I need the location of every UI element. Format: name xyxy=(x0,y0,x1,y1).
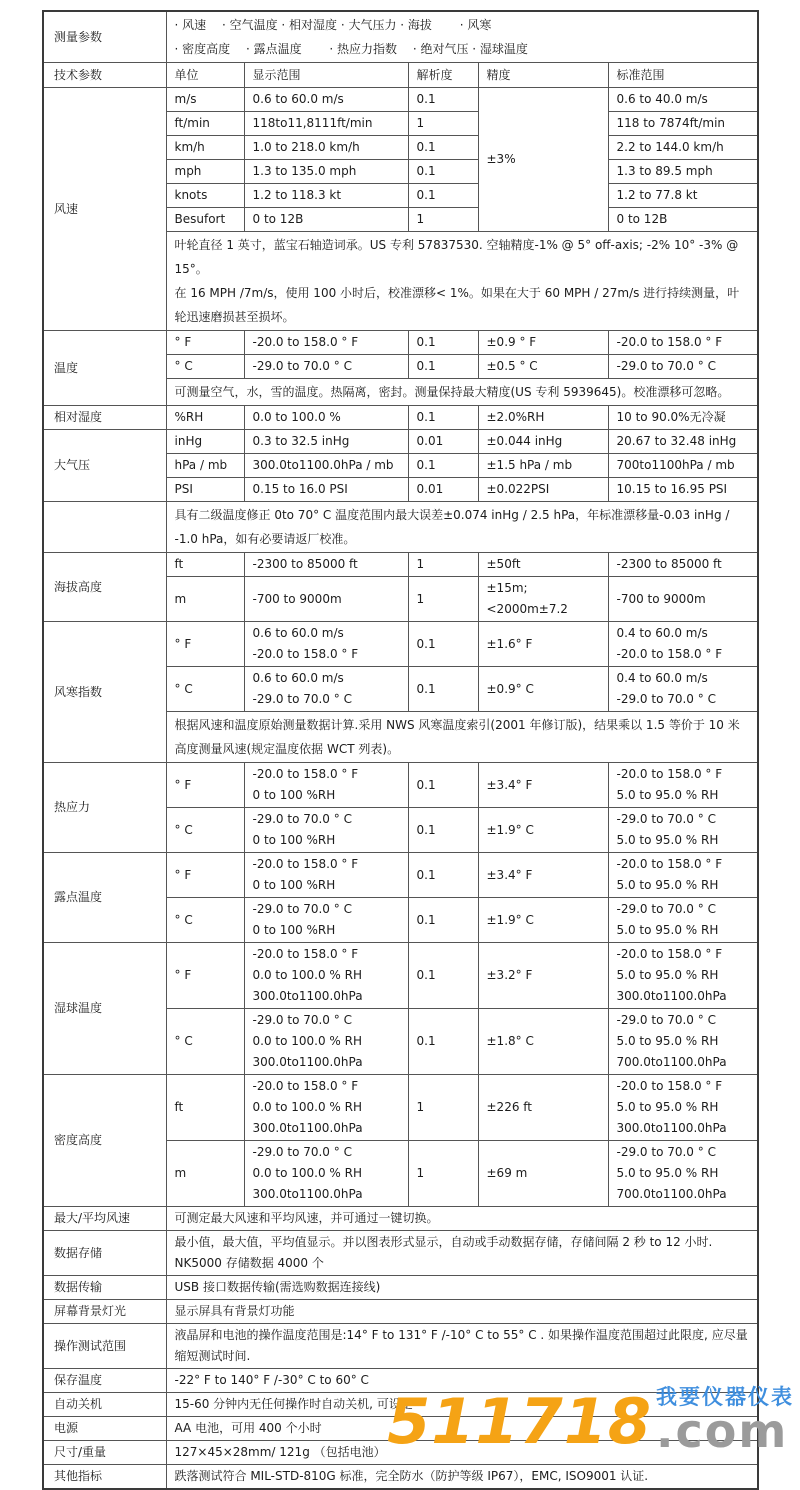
param-label-cell: 操作测试范围 xyxy=(43,1324,166,1369)
unit-cell: mph xyxy=(166,160,244,184)
cell-line: 300.0to1100.0hPa xyxy=(616,1121,727,1135)
cell-line: -29.0 to 70.0 ° C xyxy=(252,692,352,706)
cell-line: 0.15 to 16.0 PSI xyxy=(252,482,348,496)
display-range-cell xyxy=(244,898,408,943)
cell-line: 2.2 to 144.0 km/h xyxy=(616,140,724,154)
standard-range-cell xyxy=(608,331,758,355)
spec-row xyxy=(43,853,758,898)
cell-line: 5.0 to 95.0 % RH xyxy=(616,923,719,937)
display-range-cell xyxy=(244,478,408,502)
cell-line: ±3.2° F xyxy=(486,968,533,982)
tech-params-header-label: 技术参数 xyxy=(43,63,166,88)
spec-row xyxy=(43,430,758,454)
cell-line: ±3% xyxy=(486,152,516,166)
cell-line: 1.0 to 218.0 km/h xyxy=(252,140,360,154)
cell-line: 1.3 to 135.0 mph xyxy=(252,164,357,178)
param-label-cell: 风速 xyxy=(43,88,166,331)
cell-line: 0.0 to 100.0 % RH xyxy=(252,1166,363,1180)
unit-cell: m xyxy=(166,1141,244,1207)
spec-row xyxy=(43,763,758,808)
param-label-cell: 风寒指数 xyxy=(43,622,166,763)
display-range-cell xyxy=(244,112,408,136)
accuracy-cell xyxy=(478,406,608,430)
spec-simple-row xyxy=(43,1231,758,1276)
standard-range-cell xyxy=(608,1009,758,1075)
cell-line: -29.0 to 70.0 ° C xyxy=(252,1145,352,1159)
standard-range-cell xyxy=(608,577,758,622)
accuracy-cell xyxy=(478,553,608,577)
unit-cell: m xyxy=(166,577,244,622)
cell-line: 在 16 MPH /7m/s，使用 100 小时后，校准漂移< 1%。如果在大于 60 MPH / 27m/s 进行持续测量，叶轮迅速磨损甚至损坏。 xyxy=(174,286,740,324)
resolution-cell: 0.1 xyxy=(408,808,478,853)
spec-row xyxy=(43,406,758,430)
standard-range-cell xyxy=(608,160,758,184)
cell-line: 0 to 12B xyxy=(252,212,304,226)
measure-params-line1: · 风速 · 空气温度 · 相对湿度 · 大气压力 · 海拔 · 风寒 xyxy=(174,18,492,32)
param-label-cell: 电源 xyxy=(43,1417,166,1441)
unit-cell: hPa / mb xyxy=(166,454,244,478)
measure-params-label: 测量参数 xyxy=(43,11,166,63)
resolution-cell: 0.1 xyxy=(408,331,478,355)
spec-row xyxy=(43,943,758,1009)
cell-line: 0.0 to 100.0 % RH xyxy=(252,968,363,982)
cell-line: -29.0 to 70.0 ° C xyxy=(616,1145,716,1159)
unit-cell: ° C xyxy=(166,1009,244,1075)
resolution-cell: 0.01 xyxy=(408,430,478,454)
unit-cell: knots xyxy=(166,184,244,208)
cell-line: 0.3 to 32.5 inHg xyxy=(252,434,350,448)
cell-line: 5.0 to 95.0 % RH xyxy=(616,878,719,892)
unit-cell: ° F xyxy=(166,622,244,667)
measure-params-list xyxy=(166,11,758,63)
display-range-cell xyxy=(244,1141,408,1207)
cell-line: -29.0 to 70.0 ° C xyxy=(252,359,352,373)
cell-line: 0.6 to 60.0 m/s xyxy=(252,671,344,685)
display-range-cell xyxy=(244,160,408,184)
cell-line: ±1.8° C xyxy=(486,1034,534,1048)
cell-line: -20.0 to 158.0 ° F xyxy=(616,647,723,661)
note-cell xyxy=(166,502,758,553)
cell-line: 20.67 to 32.48 inHg xyxy=(616,434,737,448)
param-label-cell: 海拔高度 xyxy=(43,553,166,622)
spec-table-body xyxy=(43,11,758,1489)
unit-cell: ft xyxy=(166,553,244,577)
accuracy-cell xyxy=(478,454,608,478)
accuracy-cell xyxy=(478,88,608,232)
simple-text-cell: 可测定最大风速和平均风速，并可通过一键切换。 xyxy=(166,1207,758,1231)
cell-line: -29.0 to 70.0 ° C xyxy=(252,902,352,916)
resolution-cell: 0.1 xyxy=(408,406,478,430)
cell-line: ±1.9° C xyxy=(486,912,534,927)
cell-line: 0.4 to 60.0 m/s xyxy=(616,626,708,640)
display-range-cell xyxy=(244,577,408,622)
simple-text-cell: 显示屏具有背景灯功能 xyxy=(166,1300,758,1324)
unit-cell: ° F xyxy=(166,943,244,1009)
resolution-cell: 0.1 xyxy=(408,763,478,808)
col-header-accuracy: 精度 xyxy=(478,63,608,88)
cell-line: 具有二级温度修正 0to 70° C 温度范围内最大误差±0.074 inHg / 2.5 hPa，年标准漂移量-0.03 inHg / -1.0 hPa，如有必要请返厂校准。 xyxy=(174,508,730,546)
cell-line: ±0.044 inHg xyxy=(486,434,563,448)
measure-params-line2: · 密度高度 · 露点温度 · 热应力指数 · 绝对气压 · 湿球温度 xyxy=(174,42,528,56)
accuracy-cell xyxy=(478,430,608,454)
resolution-cell: 0.1 xyxy=(408,622,478,667)
standard-range-cell xyxy=(608,1141,758,1207)
accuracy-cell xyxy=(478,478,608,502)
cell-line: -2300 to 85000 ft xyxy=(616,557,722,571)
cell-line: 0.4 to 60.0 m/s xyxy=(616,671,708,685)
standard-range-cell xyxy=(608,763,758,808)
accuracy-cell xyxy=(478,808,608,853)
resolution-cell: 0.1 xyxy=(408,898,478,943)
unit-cell: inHg xyxy=(166,430,244,454)
cell-line: -20.0 to 158.0 ° F xyxy=(252,767,359,781)
cell-line: 0.0 to 100.0 % RH xyxy=(252,1100,363,1114)
note-row xyxy=(43,502,758,553)
accuracy-cell xyxy=(478,1075,608,1141)
cell-line: -20.0 to 158.0 ° F xyxy=(616,857,723,871)
cell-line: ±2.0%RH xyxy=(486,410,545,424)
cell-line: -29.0 to 70.0 ° C xyxy=(616,902,716,916)
cell-line: ±0.022PSI xyxy=(486,482,550,496)
standard-range-cell xyxy=(608,355,758,379)
standard-range-cell xyxy=(608,478,758,502)
cell-line: -20.0 to 158.0 ° F xyxy=(616,947,723,961)
param-label-cell: 湿球温度 xyxy=(43,943,166,1075)
cell-line: 1.2 to 118.3 kt xyxy=(252,188,342,202)
display-range-cell xyxy=(244,208,408,232)
accuracy-cell xyxy=(478,1009,608,1075)
display-range-cell xyxy=(244,853,408,898)
cell-line: ±0.9° C xyxy=(486,681,534,696)
param-label-cell: 露点温度 xyxy=(43,853,166,943)
cell-line: 5.0 to 95.0 % RH xyxy=(616,788,719,802)
cell-line: -29.0 to 70.0 ° C xyxy=(616,812,716,826)
standard-range-cell xyxy=(608,88,758,112)
display-range-cell xyxy=(244,184,408,208)
cell-line: 叶轮直径 1 英寸，蓝宝石轴造词承。US 专利 57837530. 空轴精度-1% @ 5° off-axis; -2% 10° -3% @ 15°。 xyxy=(174,238,739,276)
cell-line: 10 to 90.0%无冷凝 xyxy=(616,410,726,424)
logo-right-block xyxy=(656,1385,794,1458)
spec-simple-row xyxy=(43,1324,758,1369)
cell-line: ±3.4° F xyxy=(486,867,533,882)
param-label-cell: 屏幕背景灯光 xyxy=(43,1300,166,1324)
standard-range-cell xyxy=(608,112,758,136)
resolution-cell: 0.01 xyxy=(408,478,478,502)
tech-params-header-row xyxy=(43,63,758,88)
accuracy-cell xyxy=(478,622,608,667)
cell-line: 0 to 100 %RH xyxy=(252,788,336,802)
unit-cell: Besufort xyxy=(166,208,244,232)
cell-line: 118to11,8111ft/min xyxy=(252,116,373,130)
display-range-cell xyxy=(244,331,408,355)
standard-range-cell xyxy=(608,136,758,160)
spec-simple-row xyxy=(43,1465,758,1490)
resolution-cell: 0.1 xyxy=(408,88,478,112)
empty-label-cell xyxy=(43,502,166,553)
simple-text-cell: 最小值，最大值，平均值显示。并以图表形式显示，自动或手动数据存储，存储间隔 2 秒 to 12 小时. NK5000 存储数据 4000 个 xyxy=(166,1231,758,1276)
cell-line: -700 to 9000m xyxy=(252,591,342,606)
param-label-cell: 尺寸/重量 xyxy=(43,1441,166,1465)
simple-text-cell: 127×45×28mm/ 121g （包括电池） xyxy=(166,1441,758,1465)
resolution-cell: 0.1 xyxy=(408,1009,478,1075)
cell-line: -20.0 to 158.0 ° F xyxy=(252,1079,359,1093)
accuracy-cell xyxy=(478,763,608,808)
param-label-cell: 相对湿度 xyxy=(43,406,166,430)
cell-line: ±226 ft xyxy=(486,1100,532,1114)
logo-domain: .com xyxy=(656,1404,789,1458)
resolution-cell: 0.1 xyxy=(408,454,478,478)
cell-line: 可测量空气，水，雪的温度。热隔离，密封。测量保持最大精度(US 专利 5939645)。校准漂移可忽略。 xyxy=(174,385,730,399)
display-range-cell xyxy=(244,943,408,1009)
param-label-cell: 热应力 xyxy=(43,763,166,853)
note-cell xyxy=(166,712,758,763)
unit-cell: ° F xyxy=(166,853,244,898)
cell-line: ±15m;<2000m±7.2 xyxy=(486,581,568,616)
accuracy-cell xyxy=(478,667,608,712)
param-label-cell: 最大/平均风速 xyxy=(43,1207,166,1231)
standard-range-cell xyxy=(608,184,758,208)
cell-line: 300.0to1100.0hPa xyxy=(616,989,727,1003)
resolution-cell: 0.1 xyxy=(408,136,478,160)
simple-text-cell: AA 电池，可用 400 个小时 xyxy=(166,1417,758,1441)
cell-line: -20.0 to 158.0 ° F xyxy=(252,647,359,661)
note-cell xyxy=(166,379,758,406)
spec-row xyxy=(43,553,758,577)
resolution-cell: 1 xyxy=(408,577,478,622)
resolution-cell: 0.1 xyxy=(408,853,478,898)
standard-range-cell xyxy=(608,454,758,478)
logo-number: 511718 xyxy=(387,1385,652,1458)
cell-line: -29.0 to 70.0 ° C xyxy=(616,359,716,373)
cell-line: 0.0 to 100.0 % xyxy=(252,410,341,424)
unit-cell: ° C xyxy=(166,667,244,712)
unit-cell: ft xyxy=(166,1075,244,1141)
cell-line: 1.2 to 77.8 kt xyxy=(616,188,698,202)
site-logo[interactable] xyxy=(387,1385,794,1458)
param-label-cell: 数据存储 xyxy=(43,1231,166,1276)
cell-line: 5.0 to 95.0 % RH xyxy=(616,968,719,982)
cell-line: 300.0to1100.0hPa xyxy=(252,1187,363,1201)
cell-line: 300.0to1100.0hPa xyxy=(252,1121,363,1135)
cell-line: -20.0 to 158.0 ° F xyxy=(252,335,359,349)
standard-range-cell xyxy=(608,1075,758,1141)
accuracy-cell xyxy=(478,853,608,898)
display-range-cell xyxy=(244,454,408,478)
accuracy-cell xyxy=(478,898,608,943)
unit-cell: ° F xyxy=(166,763,244,808)
cell-line: 0.6 to 60.0 m/s xyxy=(252,92,344,106)
standard-range-cell xyxy=(608,667,758,712)
resolution-cell: 1 xyxy=(408,1141,478,1207)
cell-line: -20.0 to 158.0 ° F xyxy=(252,947,359,961)
accuracy-cell xyxy=(478,1141,608,1207)
cell-line: ±0.9 ° F xyxy=(486,335,537,349)
cell-line: 700.0to1100.0hPa xyxy=(616,1187,727,1201)
display-range-cell xyxy=(244,667,408,712)
spec-row xyxy=(43,331,758,355)
spec-table xyxy=(42,10,759,1490)
spec-row xyxy=(43,1075,758,1141)
param-label-cell: 自动关机 xyxy=(43,1393,166,1417)
display-range-cell xyxy=(244,1075,408,1141)
spec-simple-row xyxy=(43,1207,758,1231)
standard-range-cell xyxy=(608,406,758,430)
cell-line: ±1.6° F xyxy=(486,636,533,651)
cell-line: 5.0 to 95.0 % RH xyxy=(616,1166,719,1180)
resolution-cell: 0.1 xyxy=(408,184,478,208)
cell-line: 0.6 to 40.0 m/s xyxy=(616,92,708,106)
cell-line: 0.6 to 60.0 m/s xyxy=(252,626,344,640)
cell-line: -20.0 to 158.0 ° F xyxy=(616,335,723,349)
cell-line: 5.0 to 95.0 % RH xyxy=(616,1034,719,1048)
display-range-cell xyxy=(244,406,408,430)
spec-simple-row xyxy=(43,1276,758,1300)
col-header-standard-range: 标准范围 xyxy=(608,63,758,88)
unit-cell: ° C xyxy=(166,355,244,379)
param-label-cell: 密度高度 xyxy=(43,1075,166,1207)
simple-text-cell: 15-60 分钟内无任何操作时自动关机, 可设定 xyxy=(166,1393,758,1417)
param-label-cell: 其他指标 xyxy=(43,1465,166,1490)
cell-line: -29.0 to 70.0 ° C xyxy=(252,1013,352,1027)
cell-line: ±69 m xyxy=(486,1166,528,1180)
standard-range-cell xyxy=(608,208,758,232)
resolution-cell: 1 xyxy=(408,1075,478,1141)
cell-line: 根据风速和温度原始测量数据计算.采用 NWS 风寒温度索引(2001 年修订版)，结果乘以 1.5 等价于 10 米高度测量风速(规定温度依据 WCT 列表)。 xyxy=(174,718,740,756)
resolution-cell: 1 xyxy=(408,208,478,232)
simple-text-cell: USB 接口数据传输(需选购数据连接线) xyxy=(166,1276,758,1300)
cell-line: -29.0 to 70.0 ° C xyxy=(252,812,352,826)
display-range-cell xyxy=(244,88,408,112)
standard-range-cell xyxy=(608,622,758,667)
cell-line: ±50ft xyxy=(486,557,521,571)
cell-line: -20.0 to 158.0 ° F xyxy=(252,857,359,871)
cell-line: 0 to 100 %RH xyxy=(252,923,336,937)
accuracy-cell xyxy=(478,943,608,1009)
cell-line: 0 to 100 %RH xyxy=(252,833,336,847)
spec-row xyxy=(43,622,758,667)
display-range-cell xyxy=(244,763,408,808)
unit-cell: ft/min xyxy=(166,112,244,136)
param-label-cell: 保存温度 xyxy=(43,1369,166,1393)
display-range-cell xyxy=(244,622,408,667)
cell-line: -20.0 to 158.0 ° F xyxy=(616,1079,723,1093)
param-label-cell: 数据传输 xyxy=(43,1276,166,1300)
cell-line: -29.0 to 70.0 ° C xyxy=(616,1013,716,1027)
param-label-cell: 温度 xyxy=(43,331,166,406)
resolution-cell: 0.1 xyxy=(408,355,478,379)
measure-params-row xyxy=(43,11,758,63)
cell-line: -700 to 9000m xyxy=(616,591,706,606)
standard-range-cell xyxy=(608,853,758,898)
logo-tagline: 我要仪器仪表 xyxy=(656,1385,794,1409)
display-range-cell xyxy=(244,355,408,379)
spec-row xyxy=(43,88,758,112)
display-range-cell xyxy=(244,1009,408,1075)
resolution-cell: 0.1 xyxy=(408,160,478,184)
resolution-cell: 1 xyxy=(408,112,478,136)
cell-line: 300.0to1100.0hPa xyxy=(252,989,363,1003)
accuracy-cell xyxy=(478,331,608,355)
col-header-display-range: 显示范围 xyxy=(244,63,408,88)
unit-cell: %RH xyxy=(166,406,244,430)
cell-line: 300.0to1100.0hPa / mb xyxy=(252,458,394,472)
cell-line: 5.0 to 95.0 % RH xyxy=(616,833,719,847)
cell-line: -2300 to 85000 ft xyxy=(252,557,358,571)
cell-line: 700.0to1100.0hPa xyxy=(616,1055,727,1069)
simple-text-cell: 跌落测试符合 MIL-STD-810G 标准，完全防水（防护等级 IP67），EMC, ISO9001 认证. xyxy=(166,1465,758,1490)
cell-line: -29.0 to 70.0 ° C xyxy=(616,692,716,706)
param-label-cell: 大气压 xyxy=(43,430,166,502)
display-range-cell xyxy=(244,136,408,160)
simple-text-cell: 液晶屏和电池的操作温度范围是:14° F to 131° F /-10° C to 55° C . 如果操作温度范围超过此限度, 应尽量缩短测试时间. xyxy=(166,1324,758,1369)
resolution-cell: 1 xyxy=(408,553,478,577)
accuracy-cell xyxy=(478,577,608,622)
accuracy-cell xyxy=(478,355,608,379)
simple-text-cell: -22° F to 140° F /-30° C to 60° C xyxy=(166,1369,758,1393)
unit-cell: ° C xyxy=(166,898,244,943)
col-header-resolution: 解析度 xyxy=(408,63,478,88)
note-cell xyxy=(166,232,758,331)
display-range-cell xyxy=(244,553,408,577)
unit-cell: ° F xyxy=(166,331,244,355)
unit-cell: PSI xyxy=(166,478,244,502)
cell-line: ±1.5 hPa / mb xyxy=(486,458,573,472)
cell-line: 0 to 100 %RH xyxy=(252,878,336,892)
display-range-cell xyxy=(244,808,408,853)
cell-line: ±0.5 ° C xyxy=(486,359,538,373)
cell-line: 700to1100hPa / mb xyxy=(616,458,735,472)
spec-simple-row xyxy=(43,1300,758,1324)
cell-line: ±3.4° F xyxy=(486,777,533,792)
standard-range-cell xyxy=(608,943,758,1009)
cell-line: 300.0to1100.0hPa xyxy=(252,1055,363,1069)
cell-line: ±1.9° C xyxy=(486,822,534,837)
cell-line: -20.0 to 158.0 ° F xyxy=(616,767,723,781)
standard-range-cell xyxy=(608,553,758,577)
unit-cell: ° C xyxy=(166,808,244,853)
display-range-cell xyxy=(244,430,408,454)
unit-cell: km/h xyxy=(166,136,244,160)
cell-line: 0 to 12B xyxy=(616,212,668,226)
unit-cell: m/s xyxy=(166,88,244,112)
resolution-cell: 0.1 xyxy=(408,667,478,712)
cell-line: 5.0 to 95.0 % RH xyxy=(616,1100,719,1114)
standard-range-cell xyxy=(608,808,758,853)
resolution-cell: 0.1 xyxy=(408,943,478,1009)
cell-line: 118 to 7874ft/min xyxy=(616,116,726,130)
cell-line: 10.15 to 16.95 PSI xyxy=(616,482,728,496)
cell-line: 1.3 to 89.5 mph xyxy=(616,164,713,178)
cell-line: 0.0 to 100.0 % RH xyxy=(252,1034,363,1048)
col-header-unit: 单位 xyxy=(166,63,244,88)
standard-range-cell xyxy=(608,430,758,454)
standard-range-cell xyxy=(608,898,758,943)
